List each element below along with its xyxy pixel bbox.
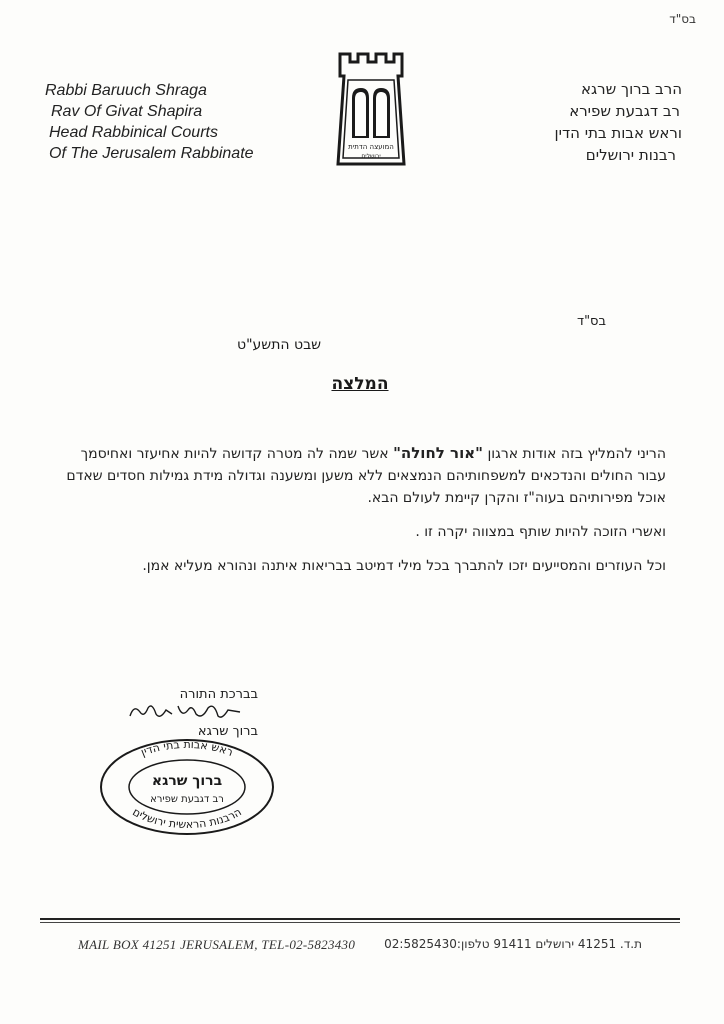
paragraph-1 [66,442,666,509]
letter-date: שבט התשע"ט [237,337,322,353]
stamp-center-text: ברוך שרגא [151,773,223,789]
letter-title: המלצה [331,374,389,394]
english-letterhead-line: Rav Of Givat Shapira [51,103,203,120]
letter-bsd-mark: בס"ד [576,314,606,329]
signature-name: ברוך שרגא [197,724,258,739]
logo-text-line1: המועצה הדתית [348,143,394,151]
hebrew-letterhead-line: רב דגבעת שפירא [569,102,680,120]
tower-tablets-icon [330,46,412,172]
svg-text:הרבנות הראשית ירושלים [130,805,244,831]
paragraph-2: ואשרי הזוכה להיות שותף במצווה יקרה זו . [415,524,666,540]
english-letterhead-line: Of The Jerusalem Rabbinate [49,145,254,162]
hebrew-letterhead-line: וראש אבות בתי הדין [554,124,682,142]
rabbinical-stamp [96,736,278,838]
corner-bsd-mark: בס"ד [669,12,696,26]
english-letterhead-line: Head Rabbinical Courts [49,124,218,141]
paragraph-1-start: הריני להמליץ בזה אודות ארגון [487,446,666,462]
paragraph-3: וכל העוזרים והמסייעים יזכו להתברך בכל מילי דמיטב בבריאות איתנה ונהורא מעליא אמן. [142,558,666,574]
footer-divider-thin [40,922,680,923]
stamp-outer-bottom-text: הרבנות הראשית ירושלים [130,805,244,832]
closing-line: בברכת התורה [179,687,258,702]
footer-divider [40,918,680,920]
hebrew-letterhead-line: הרב ברוך שרגא [580,80,682,98]
hebrew-letterhead-line: רבנות ירושלים [585,146,676,164]
english-letterhead-line: Rabbi Baruuch Shraga [45,82,207,99]
letter-body [66,442,666,589]
organization-name: "אור לחולה" [393,444,483,462]
paragraph-1-rest: אשר שמה לה מטרה קדושה להיות אחיעזר ואחיסמך עבור החולים והנדכאים למשפחותיהם הנמצאים ללא משען ומשענה וגדולה מידת גמילות חסדים שאדם אוכל מפירותיהם בעוה"ז והקרן קיימת לעולם הבא. [66,446,666,506]
handwritten-signature [122,700,252,724]
stamp-outer-top-text: ראש אבות בתי הדין [138,737,235,760]
svg-text:ראש אבות בתי הדין [139,738,235,759]
footer-hebrew-address: ת.ד. 41251 ירושלים 91411 טלפון:02:5825430 [384,937,642,951]
hebrew-letterhead [452,78,682,166]
footer-english-address: MAIL BOX 41251 JERUSALEM, TEL-02-5823430 [78,937,356,952]
stamp-inner-text: רב דגבעת שפירא [150,794,224,805]
logo-text-line2: ירושלים [361,153,381,160]
english-letterhead [45,80,295,164]
